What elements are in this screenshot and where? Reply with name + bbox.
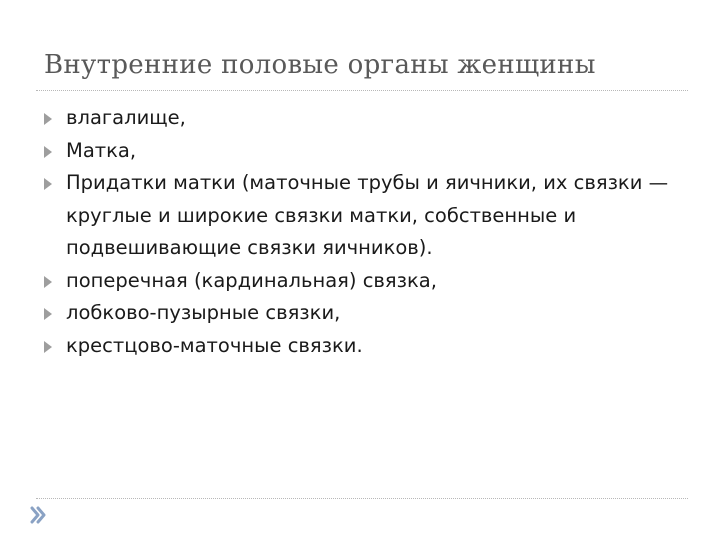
list-item-text: Матка, [66, 138, 137, 162]
list-item-text: влагалище, [66, 106, 186, 129]
triangle-right-icon [44, 276, 52, 288]
list-item-text: лобково-пузырные связки, [66, 301, 341, 324]
list-item [44, 167, 694, 265]
triangle-right-icon [44, 341, 52, 353]
triangle-right-icon [44, 113, 52, 125]
footer-divider [36, 498, 688, 499]
triangle-right-icon [44, 308, 52, 320]
list-item [44, 330, 694, 363]
list-item-text: крестцово-маточные связки. [66, 333, 363, 357]
list-item-text: поперечная (кардинальная) связка, [66, 268, 437, 292]
bullet-list [44, 102, 694, 362]
list-item [44, 102, 694, 135]
title-divider [36, 90, 688, 91]
triangle-right-icon [44, 178, 52, 190]
list-item [44, 297, 694, 330]
double-chevron-right-icon[interactable] [29, 505, 47, 525]
triangle-right-icon [44, 146, 52, 158]
list-item-text: Придатки матки (маточные трубы и яичники, их связки — круглые и широкие связки матки, собственные и подвешивающие связки яичников). [66, 171, 669, 259]
slide-title: Внутренние половые органы женщины [44, 50, 596, 80]
list-item [44, 265, 694, 298]
list-item [44, 135, 694, 168]
